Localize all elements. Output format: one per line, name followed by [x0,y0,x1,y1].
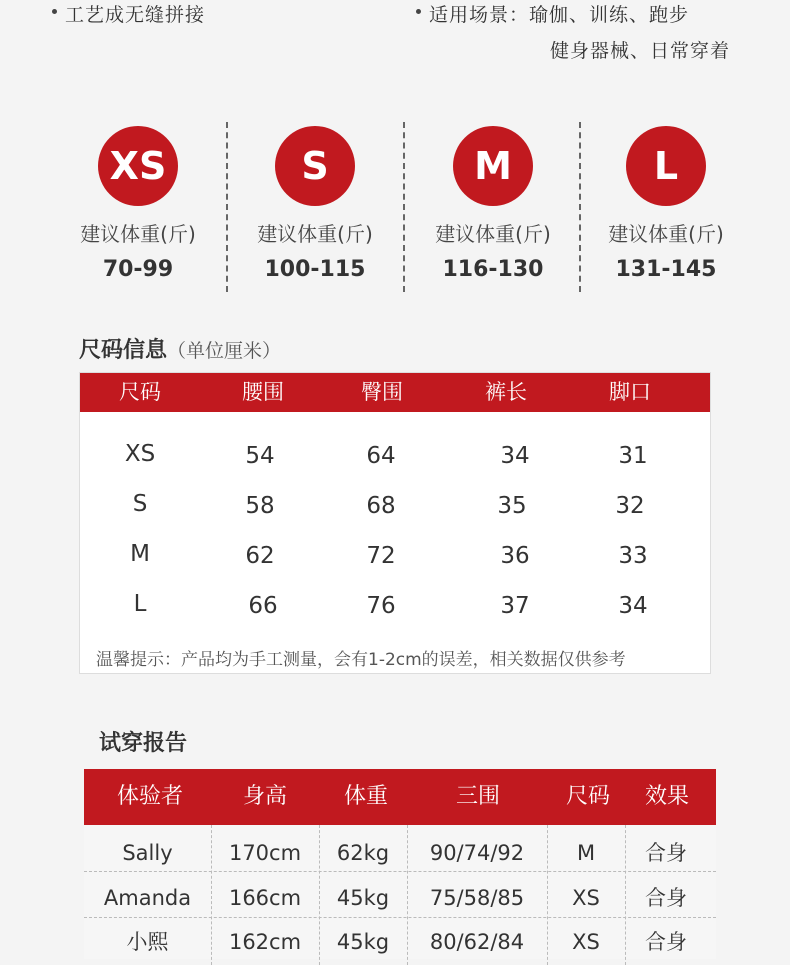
table-cell: 45kg [336,930,390,954]
header-cell: 效果 [644,784,689,809]
table-cell: 33 [618,543,648,569]
header-cell: 尺码 [565,784,610,809]
table-cell: 35 [497,493,527,519]
table-cell: 58 [245,493,275,519]
trial-table [84,769,716,959]
header-cell: 体重 [343,784,388,809]
size-info-heading [79,333,281,364]
feature-right [416,0,689,27]
table-cell: 37 [500,593,530,619]
table-cell: XS [572,930,600,954]
bullet-icon [416,9,421,14]
table-cell: 64 [366,443,396,469]
table-cell: 45kg [336,886,390,910]
size-badge: S [275,126,355,206]
table-cell: XS [124,441,156,467]
weight-value: 100-115 [264,257,366,282]
size-table [79,372,711,674]
table-cell: 合身 [645,841,687,865]
table-cell: 90/74/92 [429,841,525,865]
size-badge: M [453,126,533,206]
header-cell: 身高 [242,784,287,809]
table-cell: 62 [245,543,275,569]
header-cell: 腰围 [242,380,284,404]
table-cell: Sally [122,841,173,865]
header-cell: 脚口 [609,380,651,404]
table-cell: 75/58/85 [429,886,525,910]
table-cell: S [132,491,148,517]
weight-value: 116-130 [442,257,544,282]
table-cell: L [133,591,147,617]
feature-right-line2: 健身器械、日常穿着 [550,40,731,62]
table-cell: 小熙 [126,930,169,954]
table-cell: Amanda [103,886,192,910]
table-cell: 合身 [645,886,687,910]
header-cell: 臀围 [361,380,403,404]
weight-label: 建议体重(斤) [257,222,373,246]
feature-text: 工艺成无缝拼接 [65,4,206,26]
trial-report-heading: 试穿报告 [99,731,188,756]
table-cell: 80/62/84 [429,930,525,954]
header-cell: 三围 [455,784,500,809]
section-title: 尺码信息 [79,338,168,363]
size-card [50,122,226,282]
size-card [405,122,581,282]
table-cell: 合身 [645,930,687,954]
weight-label: 建议体重(斤) [608,222,724,246]
table-cell: 54 [245,443,275,469]
feature-text: 适用场景：瑜伽、训练、跑步 [429,4,690,26]
header-cell: 体验者 [116,784,183,809]
size-badge: XS [98,126,178,206]
size-card [227,122,403,282]
table-cell: 62kg [336,841,390,865]
table-header [80,373,710,412]
table-cell: 32 [615,493,645,519]
table-cell: 162cm [228,930,302,954]
header-cell: 裤长 [485,380,527,404]
table-cell: 34 [500,443,530,469]
table-cell: 170cm [228,841,302,865]
size-badge: L [626,126,706,206]
bullet-icon [52,9,57,14]
header-cell: 尺码 [119,380,161,404]
size-card [578,122,754,282]
table-cell: 36 [500,543,530,569]
table-cell: 166cm [228,886,302,910]
weight-value: 131-145 [615,257,717,282]
table-header [84,769,716,825]
weight-label: 建议体重(斤) [435,222,551,246]
table-cell: 34 [618,593,648,619]
table-cell: 72 [366,543,396,569]
table-cell: 66 [248,593,278,619]
feature-left [52,0,205,27]
unit-note: （单位厘米） [167,340,282,362]
weight-value: 70-99 [102,257,174,282]
size-weight-guide [50,122,760,292]
weight-label: 建议体重(斤) [80,222,196,246]
table-cell: M [130,541,150,567]
measurement-note: 温馨提示：产品均为手工测量，会有1-2cm的误差，相关数据仅供参考 [96,650,626,670]
table-cell: 68 [366,493,396,519]
table-cell: XS [572,886,600,910]
table-cell: M [576,841,596,865]
table-cell: 76 [366,593,396,619]
table-cell: 31 [618,443,648,469]
